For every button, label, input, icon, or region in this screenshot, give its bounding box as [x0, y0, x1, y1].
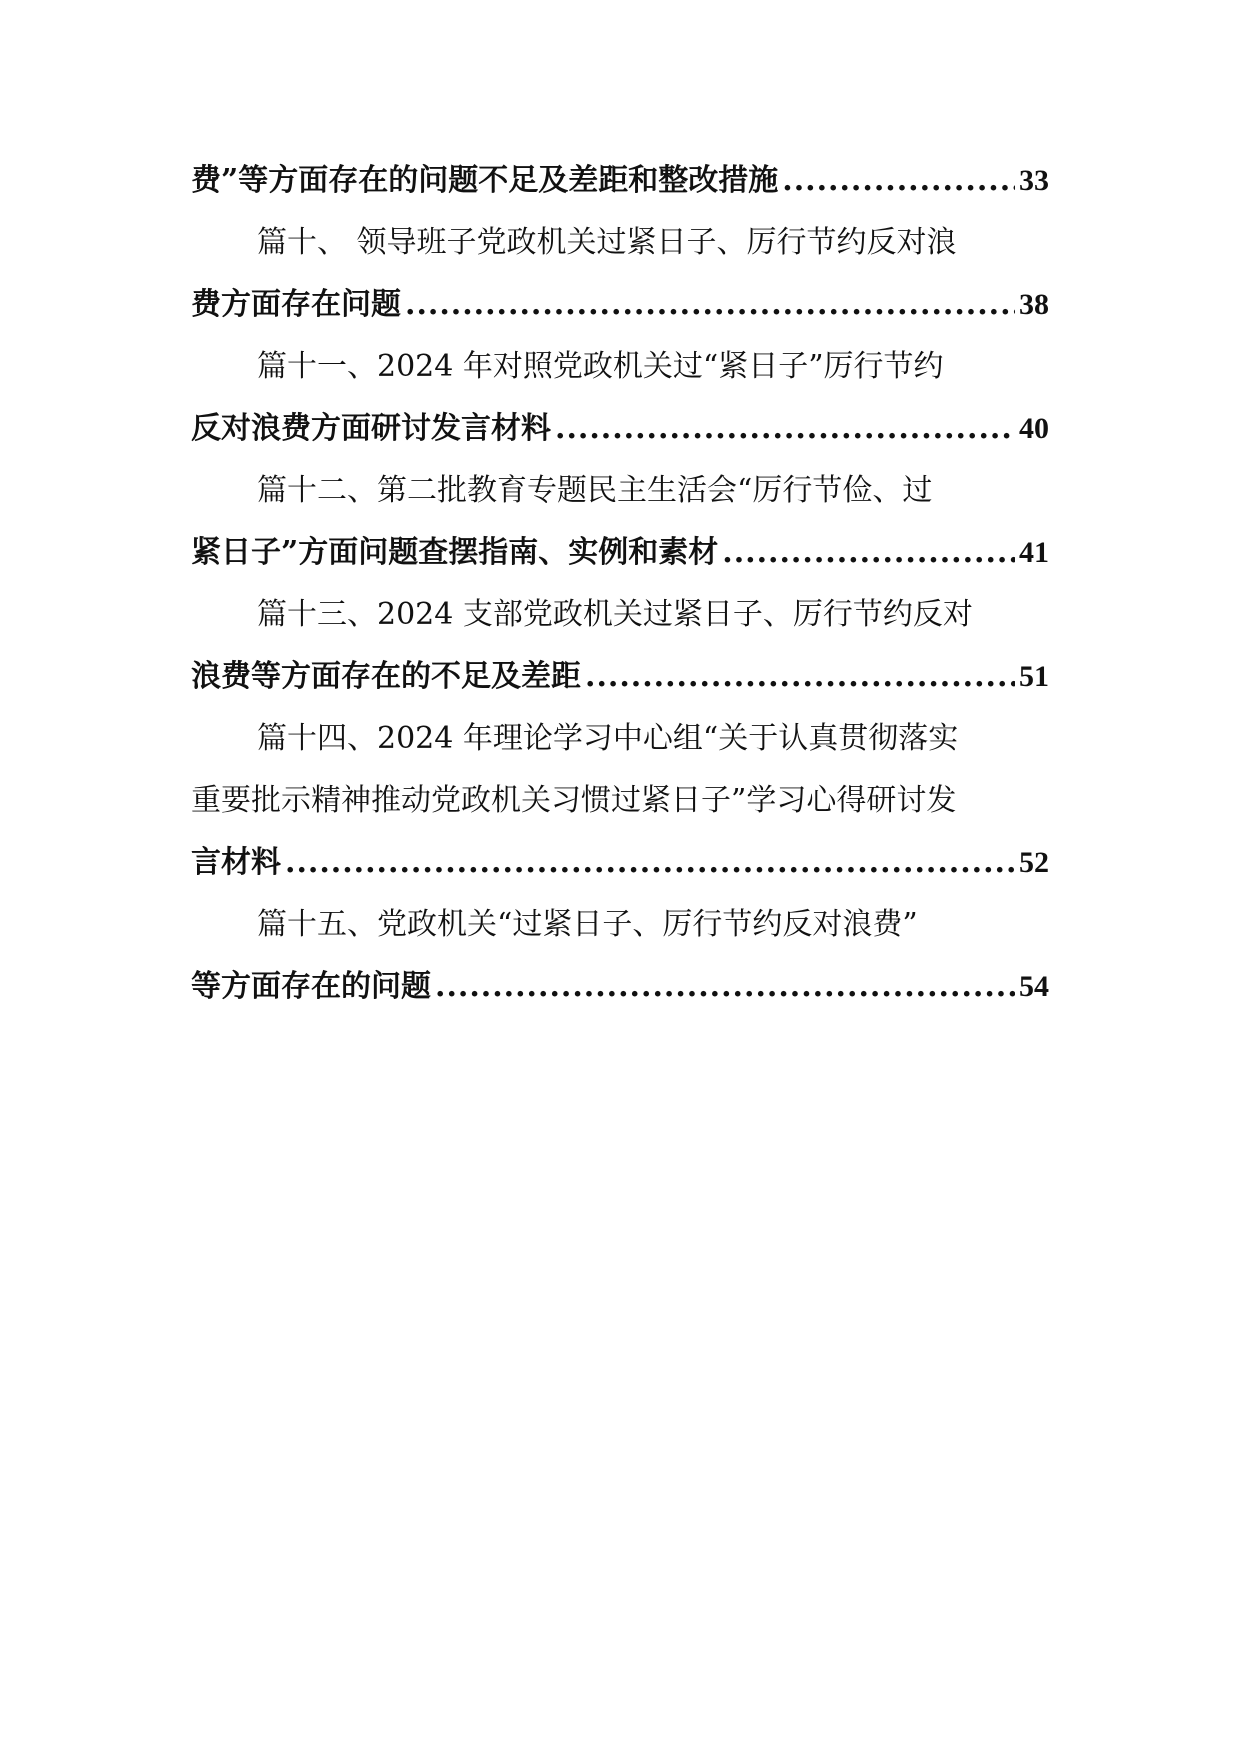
toc-leader-dots	[555, 405, 1015, 453]
toc-entry-12-title: 紧日子”方面问题查摆指南、实例和素材	[191, 535, 719, 570]
toc-leader-dots	[285, 839, 1015, 887]
toc-entry-11-page: 40	[1019, 412, 1049, 445]
toc-entry-14-line1[interactable]: 篇十四、2024 年理论学习中心组“关于认真贯彻落实	[257, 721, 959, 756]
toc-leader-dots	[435, 963, 1015, 1011]
toc-entry-14-title: 言材料	[191, 845, 281, 880]
toc-entry-12[interactable]	[191, 529, 1049, 577]
toc-entry-9-page: 33	[1019, 164, 1049, 197]
toc-entry-12-page: 41	[1019, 536, 1049, 569]
toc-entry-13[interactable]	[191, 653, 1049, 701]
toc-entry-14-page: 52	[1019, 846, 1049, 879]
toc-entry-14-line2[interactable]: 重要批示精神推动党政机关习惯过紧日子”学习心得研讨发	[191, 783, 957, 818]
toc-entry-13-title: 浪费等方面存在的不足及差距	[191, 659, 581, 694]
toc-leader-dots	[405, 281, 1015, 329]
toc-entry-10-line1[interactable]: 篇十、 领导班子党政机关过紧日子、厉行节约反对浪	[257, 225, 957, 260]
toc-entry-13-line1[interactable]: 篇十三、2024 支部党政机关过紧日子、厉行节约反对	[257, 597, 973, 632]
toc-entry-15[interactable]	[191, 963, 1049, 1011]
toc-entry-15-page: 54	[1019, 970, 1049, 1003]
toc-entry-15-line1[interactable]: 篇十五、党政机关“过紧日子、厉行节约反对浪费”	[257, 907, 918, 942]
toc-leader-dots	[722, 529, 1015, 577]
toc-entry-9[interactable]	[191, 157, 1049, 205]
toc-entry-13-page: 51	[1019, 660, 1049, 693]
toc-entry-9-title: 费”等方面存在的问题不足及差距和整改措施	[191, 163, 779, 198]
toc-entry-10-title: 费方面存在问题	[191, 287, 401, 322]
toc-entry-12-line1[interactable]: 篇十二、第二批教育专题民主生活会“厉行节俭、过	[257, 473, 933, 508]
toc-entry-14[interactable]	[191, 839, 1049, 887]
toc-entry-10[interactable]	[191, 281, 1049, 329]
toc-leader-dots	[782, 157, 1015, 205]
toc-entry-10-page: 38	[1019, 288, 1049, 321]
toc-entry-11-line1[interactable]: 篇十一、2024 年对照党政机关过“紧日子”厉行节约	[257, 349, 944, 384]
toc-entry-11[interactable]	[191, 405, 1049, 453]
toc-leader-dots	[585, 653, 1015, 701]
toc-entry-11-title: 反对浪费方面研讨发言材料	[191, 411, 551, 446]
toc-entry-15-title: 等方面存在的问题	[191, 969, 431, 1004]
